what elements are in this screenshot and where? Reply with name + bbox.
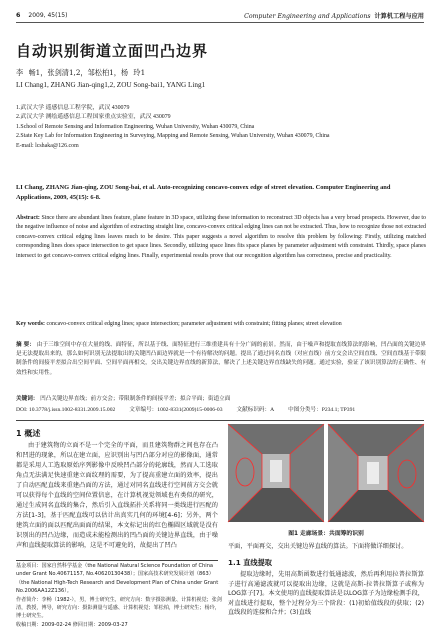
authors-en: LI Chang1, ZHANG Jian-qing1,2, ZOU Song-bai1, YANG Ling1 [16, 81, 206, 89]
keywords-cn [16, 395, 426, 404]
affiliation-line: 1.School of Remote Sensing and Information Engineering, Wuhan University, Wuhan 430079, China [16, 123, 255, 130]
abstract-cn [16, 341, 426, 378]
affiliations [16, 104, 426, 151]
affiliation-line: 2.State Key Lab for Information Engineering in Surveying, Mapping and Remote Sensing, Wuhan University, Wuhan 430079, China [16, 133, 330, 140]
footnote-authors: 作者简介：李畅（1982-），男，博士研究生，研究方向：数字摄影测量、计算机视觉；张剑清，教授，博导，研究方向：摄影测量与遥感、计算机视觉；邹松柏，博士研究生；杨玲，博士研究生。 [16, 596, 222, 620]
abstract-cn-text: 由于三维空间中存在大量的线、面特征，所以基于线、面特征进行三维重建具有十分广阔的前景。然而，由于噪声和提取直线算法的影响，凹凸面的关键边界是无法提取出来的，那么如何识别无法提取出的关键凹凸面边界就是一个有待解决的问题。提出了通过同名直线（对应直线）前方交会出空间直线、空间直线基于带限制条件的间接平差拟合出空间平面、空间平面再相交，交出关键边界直线的新算法，解决了上述关键边界直线缺失的问题。通过实验，验证了该识别算法的正确性、有效性和实用性。 [16, 342, 426, 376]
subsection-body: 提取边缘时，先用高斯函数进行低通滤波，然后再利用拉普拉斯算子进行高通滤波就可以提取出边缘，这就是高斯-拉普拉斯算子或称为LOG算子[7]。本文使用的直线提取算法是以LOG算子为边缘检测手段，对直线进行提取，整个过程分为三个阶段：(1)初始值线段的获取；(2)直线段的连接和合并；(3)直线 [228, 571, 424, 617]
keywords-cn-text: 凹凸关键边界直线；前方交会；带限制条件的间接平差；拟合平面；街道立面 [40, 396, 231, 402]
divider [16, 420, 424, 421]
footnote-divider [16, 560, 218, 561]
paper-title: 自动识别街道立面凹凸边界 [16, 42, 209, 60]
keywords-en-label: Key words: [16, 321, 45, 327]
corridor-photo-right [328, 424, 424, 522]
document-info [16, 406, 426, 415]
corridor-image-right [328, 424, 424, 522]
footnote-funding: 基金项目：国家自然科学基金（the National Natural Science Foundation of China under Grant No.40671157, No.40620130438）；国家高技术研究发展计划（863）（the National High-Tech Research and Development Plan of China under Grant No.2006AA12Z136）。 [16, 563, 219, 595]
authors-cn: 李 畅1，张剑清1,2，邹松柏1，杨 玲1 [16, 68, 146, 77]
page-header [16, 9, 424, 23]
keywords-en-text: concavo-convex critical edging lines; space intersection; parameter adjustment with constraint; fitting planes; street elevation [46, 321, 342, 327]
subsection-heading: 1.1 直线提取 [228, 558, 272, 567]
section-body: 由于建筑物的立面不是一个完全的平面，而且建筑物群之间也存在凸和凹进的现象，所以在建立面，应识别出与凹凸部分对应的影像面，通常都是采用人工选取原始序列影像中反映凹凸部分的轮廓线，然而人工选取角点无法满足快速重建立面纹理的需要，为了提高重建立面的效率，提出了自动匹配直线来重建凸面的方法，通过对同名直线进行空间前方交会就可以获得每个直线的空间位置信息，在计算机视觉领域也有类似的研究，通过生成同名直线的集合，然后引入直线拓扑关系将同一类线进行匹配的方法[1-3]，基于匹配直线可以估计出真实几何的环境[4-6]；另外，两个建筑立面的面以匹配出面面的结果，本文标记出的红色椭圆区域就是没有识别出的凹凸边缘，而造成未能检测出的凹凸面的关键边界直线，由于噪声和直线提取算法的影响，这是不可避免的，故提出了凹凸 [16, 442, 218, 549]
doi: DOI: 10.3778/j.issn.1002-8331.2009.15.002 [16, 407, 116, 413]
author-email: E-mail: lcshaka@126.com [16, 142, 79, 149]
abstract-en-label: Abstract: [16, 215, 40, 221]
journal-name-en: Computer Engineering and Applications [244, 13, 371, 20]
footnotes [16, 562, 222, 629]
clc-number: 中图分类号：P234.1; TP391 [288, 407, 356, 413]
section-body-continued: 平面，平面再交，交出关键边界直线的算法。下面将做详细探讨。 [228, 543, 408, 550]
keywords-cn-label: 关键词： [16, 396, 39, 402]
affiliation-line: 1.武汉大学 遥感信息工程学院，武汉 430079 [16, 105, 130, 111]
journal-name-cn: 计算机工程与应用 [374, 13, 424, 20]
figure-1 [228, 424, 424, 522]
page-number: 6 [16, 12, 21, 19]
section-heading: 1 概述 [16, 429, 41, 438]
corridor-photo-left [228, 424, 324, 522]
abstract-en-text: Since there are abundant lines feature, plane feature in 3D space, utilizing these information to reconstruct 3D objects has a very broad prospects. However, due to the negative influence of noise and algorithm of extracting straight line, concavo-convex critical edging lines can not be extracted. Thus, how to recognize those not extracted concavo-convex critical edging lines leaves much to be desire. This paper suggests a novel algorithm to resolve this problem by following: Firstly, utilizing matched corresponding lines does space intersection to get space lines. Secondly, utilizing space lines fits space planes by parameter adjustment with constraint. Thirdly, space planes intersect to get concavo-convex critical edging lines. Finally, experimental results prove that our recognition algorithm has correctness, precise and practicality. [16, 215, 426, 259]
document-code: 文献标识码：A [236, 407, 275, 413]
citation: LI Chang, ZHANG Jian-qing, ZOU Song-bai, et al. Auto-recognizing concavo-convex edge of street elevation. Computer Engineering and Applications, 2009, 45(15): 6-8. [16, 184, 391, 201]
footnote-dates: 收稿日期：2009-02-24 修回日期：2009-03-27 [16, 621, 128, 628]
corridor-image-left [228, 424, 324, 522]
article-number: 文章编号：1002-8331(2009)15-0006-03 [129, 407, 223, 413]
journal-name [244, 11, 424, 20]
abstract-en [16, 214, 426, 261]
abstract-cn-label: 摘 要： [16, 342, 35, 348]
affiliation-line: 2.武汉大学 测绘遥感信息工程国家重点实验室，武汉 430079 [16, 114, 171, 121]
issue-info: 2009, 45(15) [28, 12, 68, 19]
figure-caption: 图1 走廊场景：共面筹的识别 [288, 531, 364, 537]
keywords-en [16, 320, 426, 329]
